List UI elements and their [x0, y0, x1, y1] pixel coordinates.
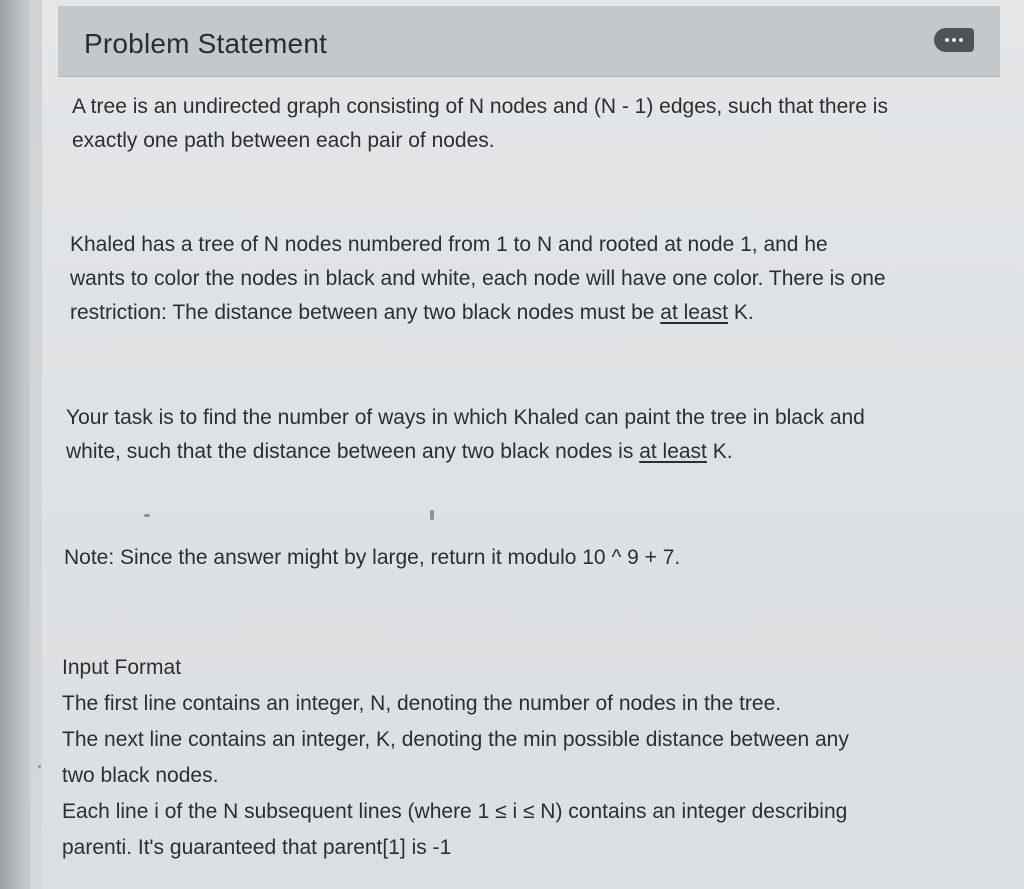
note-paragraph — [64, 541, 984, 575]
task-paragraph — [66, 401, 986, 469]
screen-mark — [430, 510, 434, 520]
screen-mark — [38, 765, 41, 768]
more-horizontal-icon — [945, 38, 949, 42]
task-line-end: K. — [706, 440, 733, 463]
note-text: Note: Since the answer might by large, return it modulo 10 ^ 9 + 7. — [64, 546, 681, 569]
panel-header — [58, 6, 1000, 77]
input-format-line: Each line i of the N subsequent lines (where 1 ≤ i ≤ N) contains an integer describing — [62, 800, 848, 823]
intro-line: A tree is an undirected graph consisting of N nodes and (N - 1) edges, such that there is — [72, 95, 888, 118]
story-line: wants to color the nodes in black and white, each node will have one color. There is one — [70, 267, 886, 290]
story-line: Khaled has a tree of N nodes numbered from 1 to N and rooted at node 1, and he — [70, 233, 828, 256]
input-format-section — [62, 650, 962, 866]
input-format-line: parenti. It's guaranteed that parent[1] is -1 — [62, 836, 452, 859]
intro-paragraph — [72, 90, 992, 158]
screen-bezel — [0, 0, 30, 889]
more-dot — [959, 38, 963, 42]
input-format-heading: Input Format — [62, 656, 182, 679]
intro-line: exactly one path between each pair of nodes. — [72, 129, 495, 152]
more-dot — [952, 38, 956, 42]
story-line: restriction: The distance between any two black nodes must be — [70, 301, 661, 324]
screen-mark — [144, 514, 150, 517]
task-line: Your task is to find the number of ways in which Khaled can paint the tree in black and — [66, 406, 865, 429]
story-paragraph — [70, 228, 990, 330]
input-format-line: two black nodes. — [62, 764, 219, 787]
input-format-line: The next line contains an integer, K, denoting the min possible distance between any — [62, 728, 849, 751]
emphasis-at-least: at least — [660, 301, 728, 324]
task-line: white, such that the distance between any two black nodes is — [66, 440, 640, 463]
input-format-line: The first line contains an integer, N, denoting the number of nodes in the tree. — [62, 692, 782, 715]
emphasis-at-least: at least — [639, 440, 707, 463]
page-title: Problem Statement — [84, 28, 328, 59]
more-options-button[interactable] — [934, 28, 974, 52]
story-line-end: K. — [728, 301, 754, 324]
